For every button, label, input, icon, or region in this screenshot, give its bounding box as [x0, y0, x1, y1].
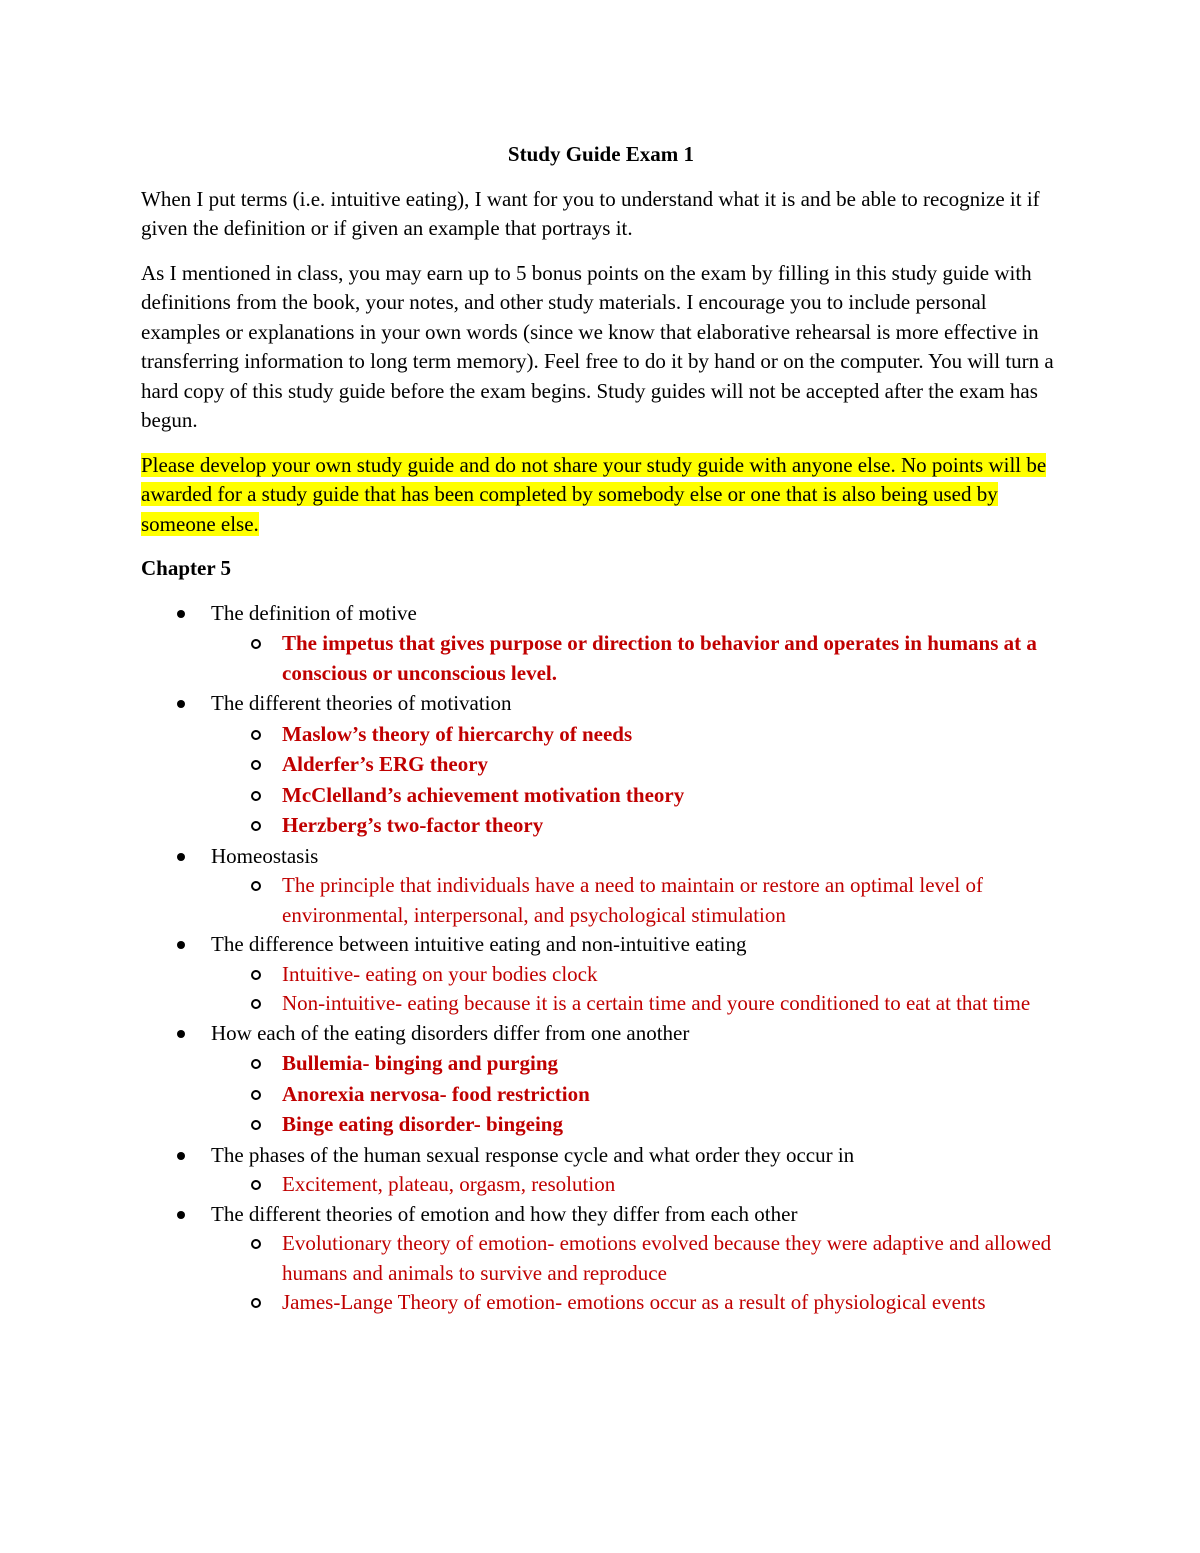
bullet-ring-icon: [251, 970, 261, 980]
answer-list: [211, 629, 1061, 688]
bullet-ring-icon: [251, 1059, 261, 1069]
bullet-ring-icon: [251, 1239, 261, 1249]
list-item: [141, 599, 1061, 689]
bullet-ring-icon: [251, 999, 261, 1009]
answer-list: [211, 960, 1061, 1019]
answer-text: McClelland’s achievement motivation theory: [282, 782, 685, 807]
list-item: [141, 1019, 1061, 1140]
topic-label: The difference between intuitive eating and non-intuitive eating: [211, 932, 747, 956]
bullet-ring-icon: [251, 760, 261, 770]
intro-paragraph-2: As I mentioned in class, you may earn up to 5 bonus points on the exam by filling in this study guide with definitions from the book, your notes, and other study materials. I encourage you to include personal examples or explanations in your own words (since we know that elaborative rehearsal is more effective in transferring information to long term memory). Feel free to do it by hand or on the computer. You will turn a hard copy of this study guide before the exam begins. Study guides will not be accepted after the exam has begun.: [141, 260, 1054, 432]
topic-label: Homeostasis: [211, 843, 319, 868]
bullet-dot-icon: [177, 700, 185, 708]
answer-item: [141, 629, 1061, 688]
bullet-ring-icon: [251, 639, 261, 649]
answer-list: [211, 871, 1061, 930]
answer-text: Alderfer’s ERG theory: [282, 752, 489, 776]
answer-text: Binge eating disorder- bingeing: [282, 1112, 563, 1136]
bullet-dot-icon: [177, 1030, 185, 1038]
answer-item: [141, 781, 1061, 811]
document-page: [141, 140, 1061, 1318]
answer-item: [141, 989, 1061, 1019]
study-topics-list: [141, 599, 1061, 1318]
bullet-dot-icon: [177, 853, 185, 861]
answer-text: The principle that individuals have a need to maintain or restore an optimal level of environmental, interpersonal, and psychological stimulation: [282, 873, 983, 927]
chapter-heading: Chapter 5: [141, 556, 232, 580]
topic-label: The different theories of motivation: [211, 691, 512, 715]
topic-label: The different theories of emotion and how they differ from each other: [211, 1201, 798, 1226]
highlighted-warning-paragraph: [141, 451, 1061, 540]
answer-text: James-Lange Theory of emotion- emotions occur as a result of physiological events: [282, 1290, 986, 1314]
answer-item: [141, 1080, 1061, 1110]
bullet-dot-icon: [177, 941, 185, 949]
list-item: [141, 842, 1061, 931]
document-title: Study Guide Exam 1: [507, 142, 695, 166]
bullet-ring-icon: [251, 730, 261, 740]
answer-item: [141, 1288, 1061, 1318]
list-item: [141, 1200, 1061, 1318]
answer-list: [211, 720, 1061, 841]
answer-text: Non-intuitive- eating because it is a certain time and youre conditioned to eat at that time: [282, 991, 1031, 1015]
answer-text: Evolutionary theory of emotion- emotions evolved because they were adaptive and allowed humans and animals to survive and reproduce: [282, 1231, 1052, 1285]
answer-text: Bullemia- binging and purging: [282, 1051, 559, 1075]
intro-paragraph-1: When I put terms (i.e. intuitive eating), I want for you to understand what it is and be able to recognize it if given the definition or if given an example that portrays it.: [141, 186, 1040, 240]
answer-text: Maslow’s theory of hiercarchy of needs: [282, 721, 633, 746]
bullet-ring-icon: [251, 1120, 261, 1130]
answer-item: [141, 1110, 1061, 1140]
bullet-ring-icon: [251, 791, 261, 801]
bullet-ring-icon: [251, 1298, 261, 1308]
answer-text: Intuitive- eating on your bodies clock: [282, 961, 598, 986]
topic-label: The phases of the human sexual response cycle and what order they occur in: [211, 1142, 855, 1167]
answer-item: [141, 1170, 1061, 1200]
answer-list: [211, 1170, 1061, 1200]
bullet-ring-icon: [251, 1090, 261, 1100]
answer-item: [141, 960, 1061, 990]
topic-label: The definition of motive: [211, 600, 417, 625]
answer-text: Anorexia nervosa- food restriction: [282, 1081, 590, 1106]
list-item: [141, 689, 1061, 841]
bullet-ring-icon: [251, 881, 261, 891]
highlighted-warning-text: Please develop your own study guide and do not share your study guide with anyone else. No points will be awarded for a study guide that has been completed by somebody else or one that is also being used by someone else.: [141, 452, 1047, 536]
answer-item: [141, 1229, 1061, 1288]
list-item: [141, 1141, 1061, 1200]
answer-item: [141, 871, 1061, 930]
bullet-dot-icon: [177, 610, 185, 618]
answer-item: [141, 750, 1061, 780]
answer-item: [141, 1049, 1061, 1079]
answer-text: The impetus that gives purpose or direction to behavior and operates in humans at a conscious or unconscious level.: [282, 631, 1037, 685]
answer-list: [211, 1229, 1061, 1318]
bullet-dot-icon: [177, 1152, 185, 1160]
bullet-dot-icon: [177, 1211, 185, 1219]
list-item: [141, 930, 1061, 1019]
bullet-ring-icon: [251, 1180, 261, 1190]
answer-item: [141, 811, 1061, 841]
answer-list: [211, 1049, 1061, 1140]
answer-item: [141, 720, 1061, 750]
answer-text: Excitement, plateau, orgasm, resolution: [282, 1172, 616, 1196]
bullet-ring-icon: [251, 821, 261, 831]
answer-text: Herzberg’s two-factor theory: [282, 813, 544, 837]
topic-label: How each of the eating disorders differ from one another: [211, 1020, 690, 1045]
